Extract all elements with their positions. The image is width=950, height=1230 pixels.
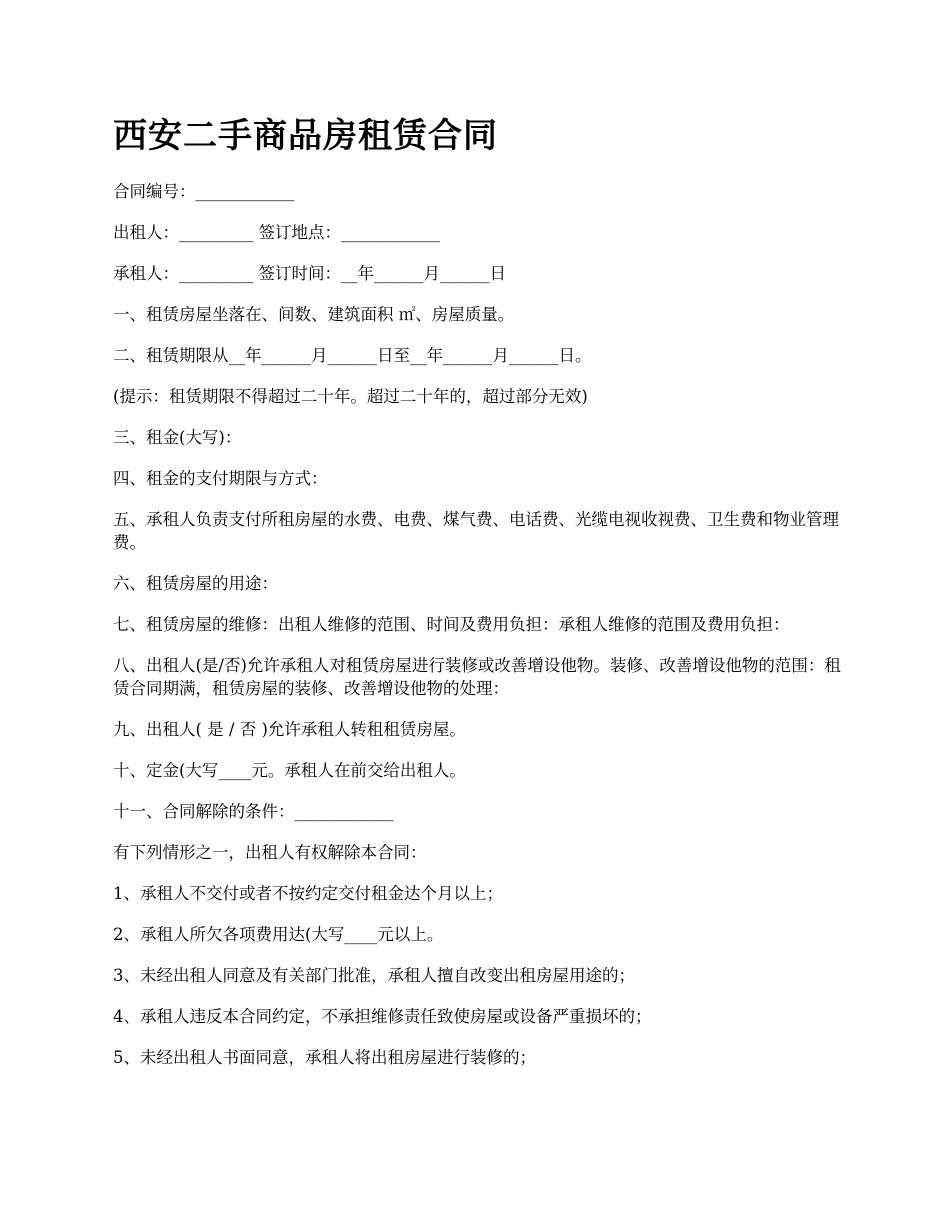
clause-2: 二、租赁期限从__年______月______日至__年______月______日。 <box>113 346 592 365</box>
clause-5: 五、承租人负责支付所租房屋的水费、电费、煤气费、电话费、光缆电视收视费、卫生费和物业管理费。 <box>113 510 839 552</box>
termination-intro: 有下列情形之一，出租人有权解除本合同： <box>113 843 427 862</box>
clause-8: 八、出租人(是/否)允许承租人对租赁房屋进行装修或改善增设他物。装修、改善增设他物的范围：租赁合同期满，租赁房屋的装修、改善增设他物的处理： <box>113 656 841 698</box>
clause-1: 一、租赁房屋坐落在、间数、建筑面积 ㎡、房屋质量。 <box>113 305 515 324</box>
clause-4: 四、租金的支付期限与方式： <box>113 469 328 488</box>
lessor-line: 出租人：_________ 签订地点：____________ <box>113 223 440 242</box>
clause-10: 十、定金(大写____元。承租人在前交给出租人。 <box>113 761 466 780</box>
termination-item-2: 2、承租人所欠各项费用达(大写____元以上。 <box>113 925 444 944</box>
clause-9: 九、出租人( 是 / 否 )允许承租人转租租赁房屋。 <box>113 720 466 739</box>
lessee-line: 承租人：_________ 签订时间：__年______月______日 <box>113 264 506 283</box>
termination-item-1: 1、承租人不交付或者不按约定交付租金达个月以上； <box>113 884 503 903</box>
clause-6: 六、租赁房屋的用途： <box>113 574 278 593</box>
clause-3: 三、租金(大写)： <box>113 428 242 447</box>
termination-item-4: 4、承租人违反本合同约定，不承担维修责任致使房屋或设备严重损坏的； <box>113 1007 652 1026</box>
document-title: 西安二手商品房租赁合同 <box>113 116 498 156</box>
contract-number-line: 合同编号：____________ <box>113 182 295 201</box>
clause-11: 十一、合同解除的条件：____________ <box>113 802 394 821</box>
clause-7: 七、租赁房屋的维修：出租人维修的范围、时间及费用负担：承租人维修的范围及费用负担： <box>113 615 790 634</box>
clause-2-note: (提示：租赁期限不得超过二十年。超过二十年的，超过部分无效) <box>113 387 588 406</box>
termination-item-3: 3、未经出租人同意及有关部门批准，承租人擅自改变出租房屋用途的； <box>113 966 635 985</box>
termination-item-5: 5、未经出租人书面同意，承租人将出租房屋进行装修的； <box>113 1048 536 1067</box>
document-page <box>113 112 843 1087</box>
